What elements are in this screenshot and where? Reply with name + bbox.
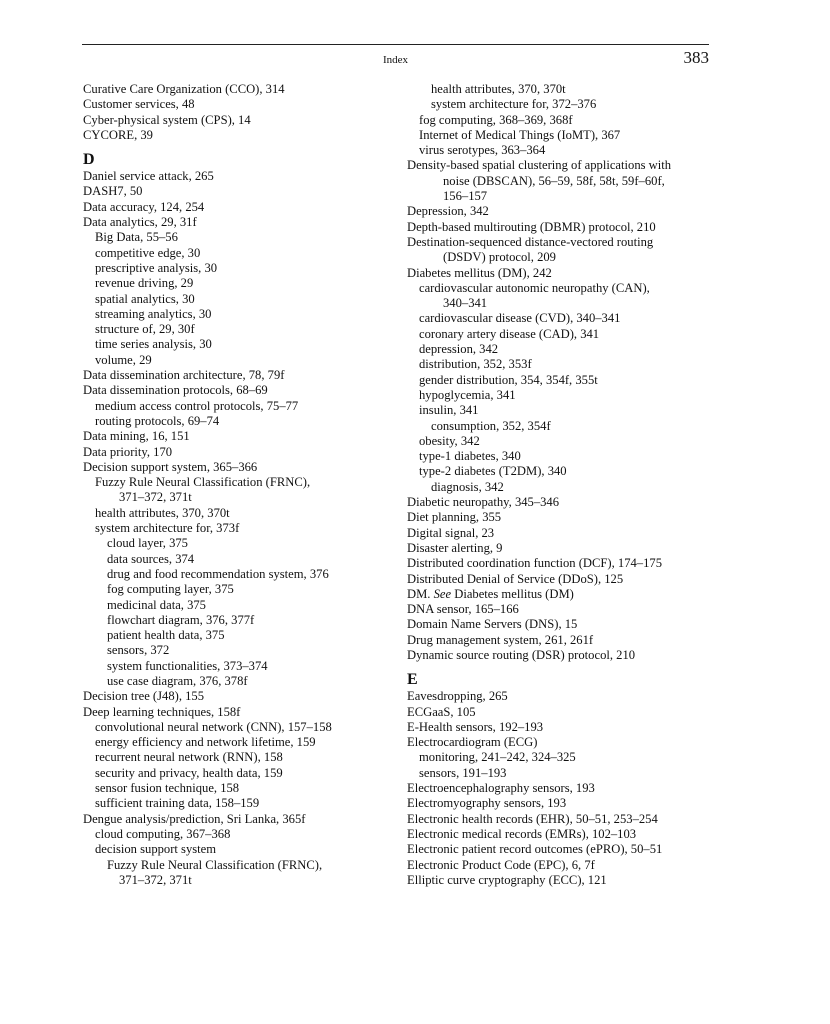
index-entry: ECGaaS, 105 [407, 704, 476, 719]
index-subentry: Big Data, 55–56 [95, 230, 178, 245]
index-subentry: type-1 diabetes, 340 [419, 449, 521, 464]
index-subentry: data sources, 374 [107, 551, 195, 566]
index-entry: E-Health sensors, 192–193 [407, 719, 544, 734]
index-subentry: prescriptive analysis, 30 [95, 260, 218, 275]
index-entry: Electrocardiogram (ECG) [407, 735, 538, 750]
index-subentry: structure of, 29, 30f [95, 322, 195, 337]
index-entry: Diabetic neuropathy, 345–346 [407, 495, 560, 510]
index-subentry: depression, 342 [419, 342, 499, 357]
index-entry: Deep learning techniques, 158f [83, 704, 241, 719]
index-entry: Drug management system, 261, 261f [407, 632, 594, 647]
index-subentry: volume, 29 [95, 352, 152, 367]
index-entry: Daniel service attack, 265 [83, 169, 214, 184]
index-subentry: routing protocols, 69–74 [95, 413, 220, 428]
index-entry: Dynamic source routing (DSR) protocol, 210 [407, 647, 636, 662]
index-subentry: cloud layer, 375 [107, 536, 188, 551]
index-subentry: Internet of Medical Things (IoMT), 367 [419, 127, 621, 142]
section-letter: D [83, 151, 95, 169]
index-subentry: insulin, 341 [419, 403, 479, 418]
page-header [82, 44, 709, 75]
index-subentry: health attributes, 370, 370t [95, 505, 230, 520]
entry-term: DM. [407, 586, 434, 601]
index-entry: Data dissemination architecture, 78, 79f [83, 368, 285, 383]
index-entry-continuation: 371–372, 371t [119, 872, 192, 887]
index-subentry: Fuzzy Rule Neural Classification (FRNC), [95, 475, 311, 490]
index-entry: Data accuracy, 124, 254 [83, 199, 205, 214]
index-entry: Eavesdropping, 265 [407, 689, 508, 704]
index-subentry: security and privacy, health data, 159 [95, 765, 283, 780]
index-subentry: competitive edge, 30 [95, 245, 201, 260]
index-subentry: medicinal data, 375 [107, 597, 206, 612]
section-letter: E [407, 671, 418, 689]
index-subentry: convolutional neural network (CNN), 157–158 [95, 719, 332, 734]
index-entry: Digital signal, 23 [407, 525, 495, 540]
index-entry: Decision tree (J48), 155 [83, 689, 205, 704]
index-subentry: sensor fusion technique, 158 [95, 781, 240, 796]
index-subentry: type-2 diabetes (T2DM), 340 [419, 464, 567, 479]
index-entry: Elliptic curve cryptography (ECC), 121 [407, 872, 607, 887]
index-subentry: recurrent neural network (RNN), 158 [95, 750, 283, 765]
index-entry: Diet planning, 355 [407, 510, 502, 525]
index-entry: Diabetes mellitus (DM), 242 [407, 265, 552, 280]
index-entry: DASH7, 50 [83, 184, 143, 199]
index-entry: Disaster alerting, 9 [407, 540, 503, 555]
index-subentry: energy efficiency and network lifetime, 159 [95, 735, 316, 750]
index-entry-continuation: 371–372, 371t [119, 490, 192, 505]
index-subentry: consumption, 352, 354f [431, 418, 551, 433]
index-subentry: obesity, 342 [419, 433, 480, 448]
index-entry: Data analytics, 29, 31f [83, 215, 197, 230]
index-entry: Cyber-physical system (CPS), 14 [83, 112, 251, 127]
index-subentry: time series analysis, 30 [95, 337, 212, 352]
index-subentry: drug and food recommendation system, 376 [107, 566, 329, 581]
index-entry: Density-based spatial clustering of applications with [407, 158, 672, 173]
index-entry: Electronic health records (EHR), 50–51, 253–254 [407, 811, 658, 826]
index-entry: Domain Name Servers (DNS), 15 [407, 617, 578, 632]
index-entry: Data dissemination protocols, 68–69 [83, 383, 268, 398]
index-entry: Data mining, 16, 151 [83, 429, 190, 444]
index-entry: Distributed Denial of Service (DDoS), 125 [407, 571, 624, 586]
index-entry: Electronic patient record outcomes (ePRO), 50–51 [407, 842, 663, 857]
page-number: 383 [683, 48, 709, 67]
index-subentry: patient health data, 375 [107, 628, 225, 643]
index-subentry: medium access control protocols, 75–77 [95, 398, 299, 413]
index-entry [407, 587, 712, 602]
index-subentry: cardiovascular autonomic neuropathy (CAN), [419, 280, 650, 295]
index-entry: Electronic medical records (EMRs), 102–103 [407, 826, 637, 841]
index-column-right [407, 82, 712, 888]
index-entry-continuation: (DSDV) protocol, 209 [443, 250, 556, 265]
index-subentry: Fuzzy Rule Neural Classification (FRNC), [107, 857, 323, 872]
index-subentry: sufficient training data, 158–159 [95, 796, 260, 811]
index-entry-continuation: 156–157 [443, 189, 488, 204]
index-subentry: flowchart diagram, 376, 377f [107, 612, 255, 627]
index-subentry: hypoglycemia, 341 [419, 387, 516, 402]
index-subentry: fog computing, 368–369, 368f [419, 112, 573, 127]
index-entry: Curative Care Organization (CCO), 314 [83, 82, 285, 96]
see-reference-label: See [433, 586, 452, 601]
index-entry: DNA sensor, 165–166 [407, 602, 519, 617]
index-subentry: monitoring, 241–242, 324–325 [419, 750, 576, 765]
index-entry: Data priority, 170 [83, 444, 173, 459]
index-subentry: distribution, 352, 353f [419, 357, 532, 372]
index-subentry: health attributes, 370, 370t [431, 82, 566, 96]
index-entry-continuation: 340–341 [443, 296, 488, 311]
index-subentry: cardiovascular disease (CVD), 340–341 [419, 311, 621, 326]
index-column-left [83, 82, 393, 888]
index-subentry: gender distribution, 354, 354f, 355t [419, 372, 598, 387]
index-subentry: cloud computing, 367–368 [95, 826, 231, 841]
index-entry: Destination-sequenced distance-vectored routing [407, 234, 654, 249]
index-entry: Customer services, 48 [83, 97, 195, 112]
index-subentry: system architecture for, 373f [95, 521, 240, 536]
index-subentry: fog computing layer, 375 [107, 582, 234, 597]
index-subentry: sensors, 191–193 [419, 765, 507, 780]
index-entry: CYCORE, 39 [83, 127, 153, 142]
index-subentry: system functionalities, 373–374 [107, 658, 268, 673]
index-subentry: coronary artery disease (CAD), 341 [419, 326, 600, 341]
index-subentry: diagnosis, 342 [431, 479, 504, 494]
running-header-title: Index [382, 54, 409, 66]
index-subentry: use case diagram, 376, 378f [107, 673, 248, 688]
index-subentry: virus serotypes, 363–364 [419, 143, 546, 158]
index-entry: Depression, 342 [407, 204, 489, 219]
index-entry: Electroencephalography sensors, 193 [407, 781, 595, 796]
index-subentry: spatial analytics, 30 [95, 291, 195, 306]
index-subentry: streaming analytics, 30 [95, 306, 212, 321]
index-entry: Decision support system, 365–366 [83, 459, 258, 474]
index-entry: Electronic Product Code (EPC), 6, 7f [407, 857, 595, 872]
index-subentry: system architecture for, 372–376 [431, 97, 597, 112]
index-entry: Depth-based multirouting (DBMR) protocol, 210 [407, 219, 656, 234]
index-subentry: revenue driving, 29 [95, 276, 194, 291]
index-entry: Dengue analysis/prediction, Sri Lanka, 365f [83, 811, 306, 826]
index-subentry: decision support system [95, 842, 217, 857]
index-entry: Electromyography sensors, 193 [407, 796, 567, 811]
index-subentry: sensors, 372 [107, 643, 170, 658]
index-entry-continuation: noise (DBSCAN), 56–59, 58f, 58t, 59f–60f, [443, 173, 665, 188]
index-entry: Distributed coordination function (DCF), 174–175 [407, 556, 662, 571]
see-reference-target: Diabetes mellitus (DM) [451, 586, 574, 601]
